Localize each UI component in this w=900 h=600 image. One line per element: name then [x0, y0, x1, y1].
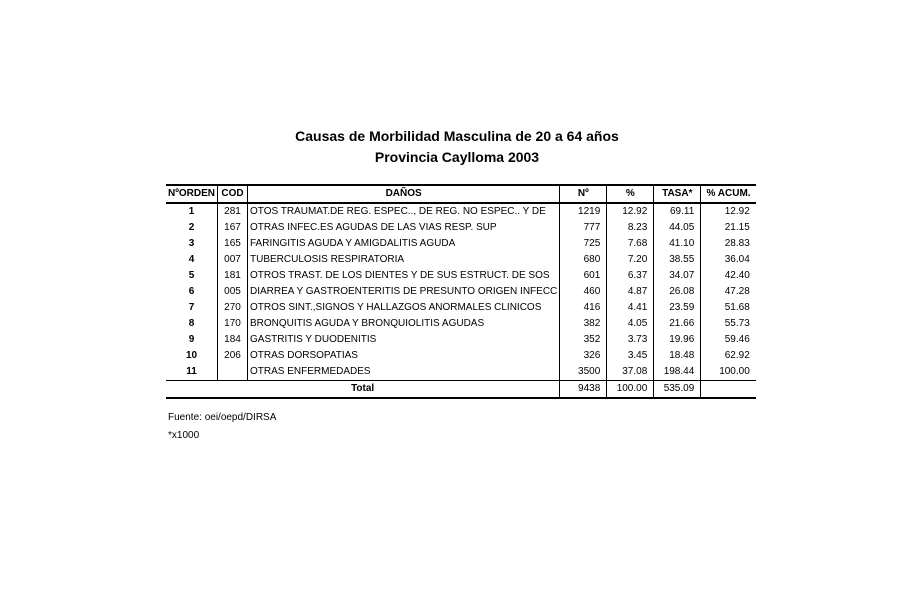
- cell-dano: OTRAS INFEC.ES AGUDAS DE LAS VIAS RESP. SUP: [248, 220, 560, 236]
- cell-acum: 51.68: [701, 300, 756, 316]
- cell-n: 725: [560, 236, 607, 252]
- header-acum: % ACUM.: [701, 185, 756, 203]
- header-n: Nº: [560, 185, 607, 203]
- cell-n: 382: [560, 316, 607, 332]
- cell-pct: 7.68: [607, 236, 654, 252]
- table-row: [166, 348, 756, 364]
- table-row: [166, 268, 756, 284]
- header-cod: COD: [218, 185, 248, 203]
- table-row: [166, 203, 756, 220]
- cell-orden: 7: [188, 302, 195, 313]
- cell-tasa: 26.08: [654, 284, 701, 300]
- table-row: [166, 332, 756, 348]
- cell-dano: OTOS TRAUMAT.DE REG. ESPEC.., DE REG. NO ESPEC.. Y DE: [248, 203, 560, 220]
- cell-pct: 8.23: [607, 220, 654, 236]
- cell-dano: GASTRITIS Y DUODENITIS: [248, 332, 560, 348]
- cell-n: 680: [560, 252, 607, 268]
- table-row: [166, 364, 756, 381]
- total-tasa: 535.09: [654, 381, 701, 399]
- cell-orden: 6: [188, 286, 195, 297]
- table-row: [166, 220, 756, 236]
- cell-acum: 62.92: [701, 348, 756, 364]
- cell-dano: FARINGITIS AGUDA Y AMIGDALITIS AGUDA: [248, 236, 560, 252]
- cell-pct: 3.73: [607, 332, 654, 348]
- cell-dano: OTRAS DORSOPATIAS: [248, 348, 560, 364]
- cell-n: 1219: [560, 203, 607, 220]
- cell-pct: 4.41: [607, 300, 654, 316]
- total-n: 9438: [560, 381, 607, 399]
- cell-cod: 181: [218, 268, 248, 284]
- cell-cod: 167: [218, 220, 248, 236]
- cell-pct: 4.87: [607, 284, 654, 300]
- cell-n: 601: [560, 268, 607, 284]
- cell-acum: 12.92: [701, 203, 756, 220]
- header-danos: DAÑOS: [248, 185, 560, 203]
- cell-dano: DIARREA Y GASTROENTERITIS DE PRESUNTO ORIGEN INFECC: [248, 284, 560, 300]
- cell-acum: 100.00: [701, 364, 756, 381]
- cell-orden: 8: [188, 318, 195, 329]
- cell-n: 352: [560, 332, 607, 348]
- cell-cod: 281: [218, 203, 248, 220]
- table-row: [166, 284, 756, 300]
- table-row: [166, 252, 756, 268]
- cell-dano: OTROS SINT.,SIGNOS Y HALLAZGOS ANORMALES CLINICOS: [248, 300, 560, 316]
- cell-cod: 005: [218, 284, 248, 300]
- cell-pct: 4.05: [607, 316, 654, 332]
- cell-tasa: 38.55: [654, 252, 701, 268]
- cell-n: 460: [560, 284, 607, 300]
- cell-acum: 36.04: [701, 252, 756, 268]
- cell-cod: 206: [218, 348, 248, 364]
- cell-cod: 170: [218, 316, 248, 332]
- total-acum: [701, 381, 756, 399]
- cell-orden: 5: [188, 270, 195, 281]
- cell-n: 416: [560, 300, 607, 316]
- cell-acum: 21.15: [701, 220, 756, 236]
- cell-tasa: 41.10: [654, 236, 701, 252]
- cell-acum: 55.73: [701, 316, 756, 332]
- header-orden: NºORDEN: [166, 185, 218, 203]
- cell-pct: 37.08: [607, 364, 654, 381]
- cell-tasa: 19.96: [654, 332, 701, 348]
- cell-orden: 11: [166, 364, 218, 381]
- cell-orden: 3: [188, 238, 195, 249]
- cell-n: 3500: [560, 364, 607, 381]
- cell-cod: 007: [218, 252, 248, 268]
- cell-orden: 2: [188, 222, 195, 233]
- rate-note: *x1000: [168, 430, 200, 441]
- cell-cod: [218, 364, 248, 381]
- header-tasa: TASA*: [654, 185, 701, 203]
- cell-tasa: 18.48: [654, 348, 701, 364]
- table-row: [166, 300, 756, 316]
- table-row: [166, 236, 756, 252]
- table-row: [166, 316, 756, 332]
- total-row: [166, 381, 756, 399]
- cell-pct: 6.37: [607, 268, 654, 284]
- cell-tasa: 198.44: [654, 364, 701, 381]
- cell-n: 777: [560, 220, 607, 236]
- cell-cod: 184: [218, 332, 248, 348]
- total-pct: 100.00: [607, 381, 654, 399]
- cell-dano: BRONQUITIS AGUDA Y BRONQUIOLITIS AGUDAS: [248, 316, 560, 332]
- cell-tasa: 34.07: [654, 268, 701, 284]
- cell-dano: OTROS TRAST. DE LOS DIENTES Y DE SUS ESTRUCT. DE SOS: [248, 268, 560, 284]
- cell-n: 326: [560, 348, 607, 364]
- total-label: Total: [166, 381, 560, 399]
- cell-tasa: 44.05: [654, 220, 701, 236]
- cell-dano: TUBERCULOSIS RESPIRATORIA: [248, 252, 560, 268]
- source-note: Fuente: oei/oepd/DIRSA: [168, 412, 277, 423]
- cell-orden: 10: [185, 350, 198, 361]
- cell-pct: 7.20: [607, 252, 654, 268]
- cell-orden: 4: [188, 254, 195, 265]
- cell-acum: 28.83: [701, 236, 756, 252]
- morbidity-table: [166, 184, 756, 399]
- cell-acum: 42.40: [701, 268, 756, 284]
- cell-orden: 1: [188, 206, 195, 217]
- cell-acum: 47.28: [701, 284, 756, 300]
- table-header-row: [166, 185, 756, 203]
- page-title: Causas de Morbilidad Masculina de 20 a 64 años: [295, 128, 619, 144]
- cell-orden: 9: [188, 334, 195, 345]
- cell-pct: 3.45: [607, 348, 654, 364]
- cell-tasa: 21.66: [654, 316, 701, 332]
- cell-cod: 270: [218, 300, 248, 316]
- cell-cod: 165: [218, 236, 248, 252]
- cell-pct: 12.92: [607, 203, 654, 220]
- cell-dano: OTRAS ENFERMEDADES: [248, 364, 560, 381]
- cell-tasa: 23.59: [654, 300, 701, 316]
- header-pct: %: [607, 185, 654, 203]
- page-subtitle: Provincia Caylloma 2003: [374, 149, 540, 165]
- cell-acum: 59.46: [701, 332, 756, 348]
- cell-tasa: 69.11: [654, 203, 701, 220]
